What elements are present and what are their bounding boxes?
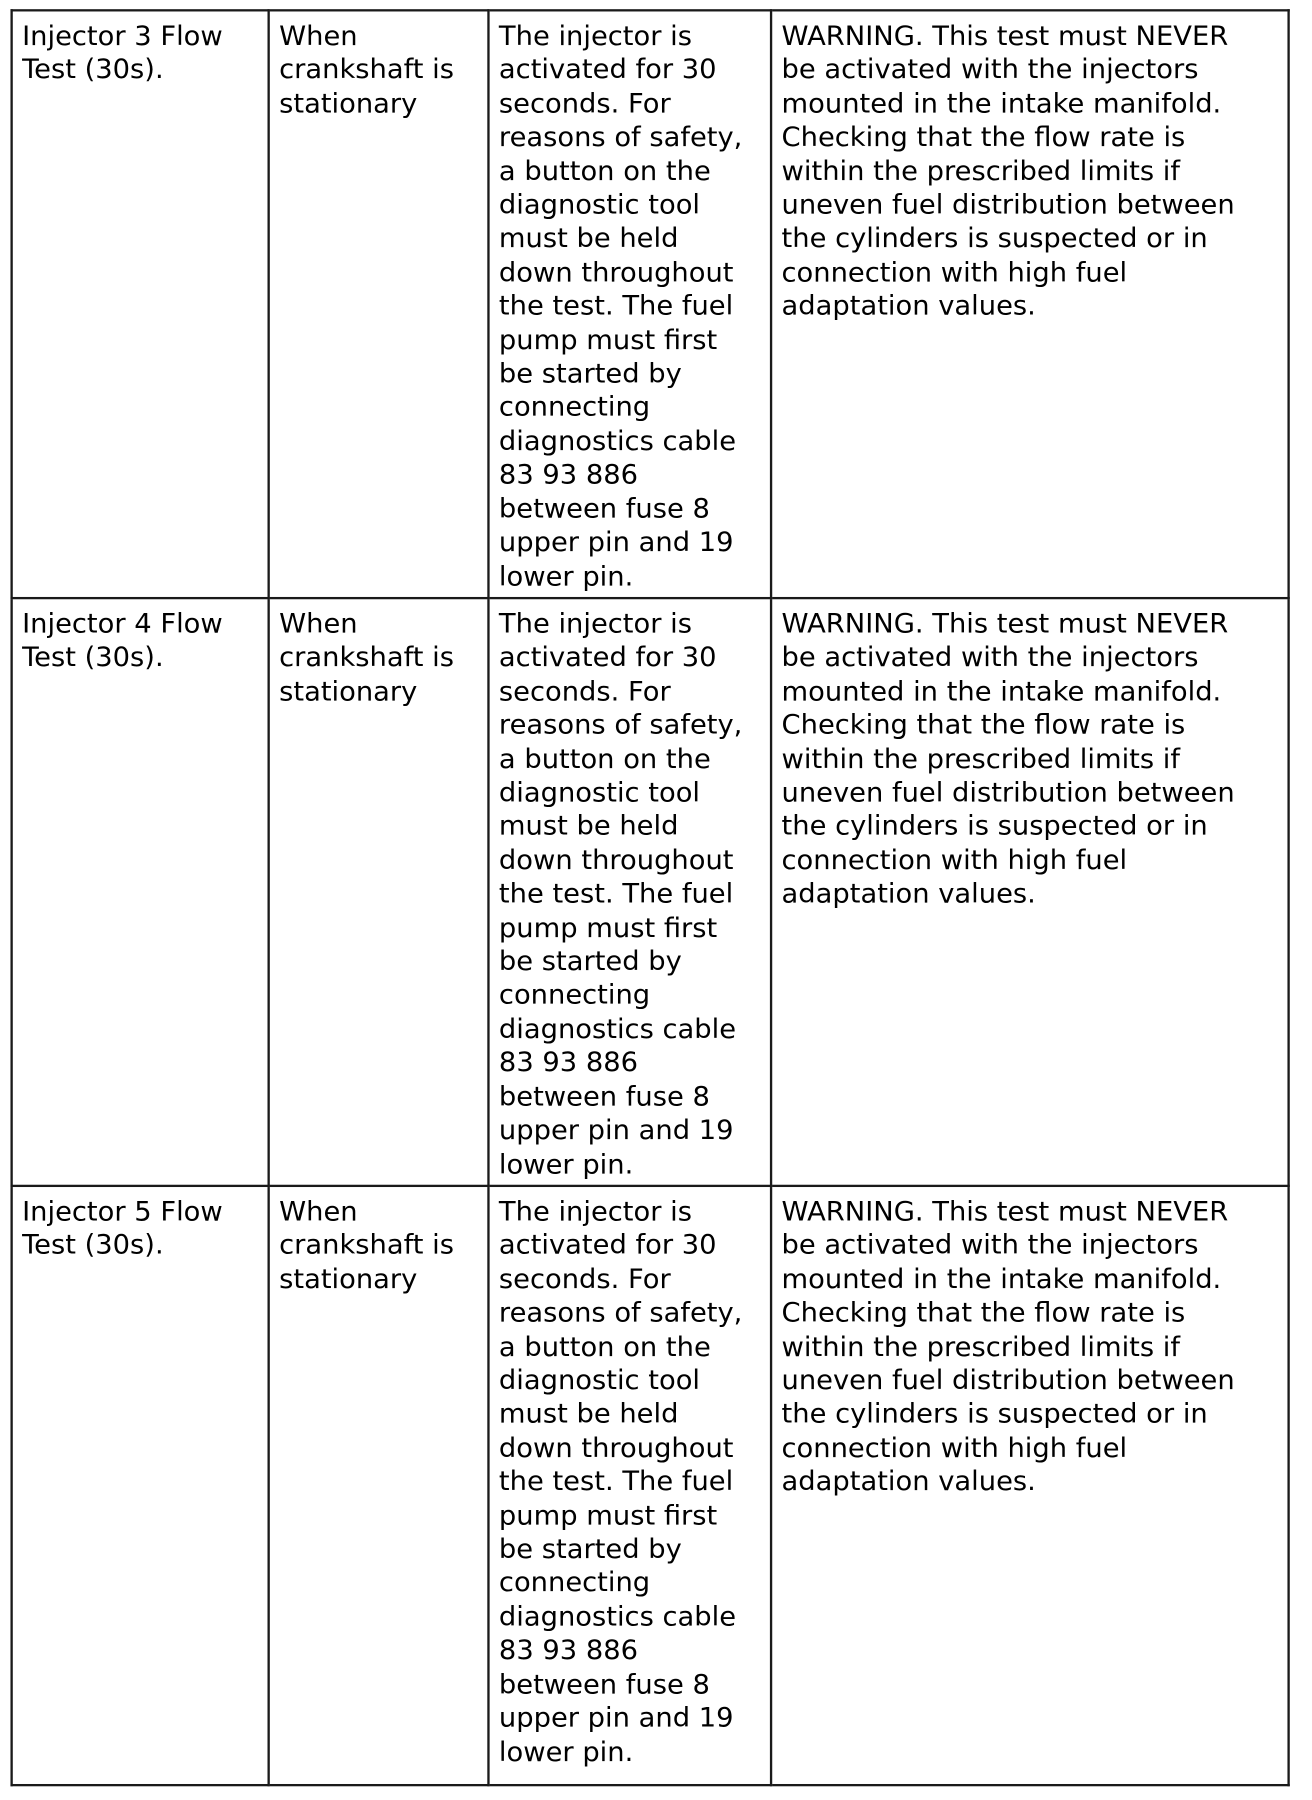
notes-cell: WARNING. This test must NEVER be activated with the injectors mounted in the intake manifold. Checking that the flow rate is within the prescribed limits if uneven fuel distribution between the cylinders is suspected or in connection with high fuel adaptation values. xyxy=(771,1186,1289,1785)
condition-cell: When crankshaft is stationary xyxy=(269,1186,489,1785)
condition-cell: When crankshaft is stationary xyxy=(269,10,489,598)
test-name-cell: Injector 4 Flow Test (30s). xyxy=(12,598,269,1186)
description-cell: The injector is activated for 30 seconds. For reasons of safety, a button on the diagnostic tool must be held down throughout the test. The fuel pump must first be started by connecting diagnostics cable 83 93 886 between fuse 8 upper pin and 19 lower pin. xyxy=(488,10,771,598)
injector-tests-table xyxy=(10,9,1289,1786)
notes-cell: WARNING. This test must NEVER be activated with the injectors mounted in the intake manifold. Checking that the flow rate is within the prescribed limits if uneven fuel distribution between the cylinders is suspected or in connection with high fuel adaptation values. xyxy=(771,10,1289,598)
table-row xyxy=(12,598,1289,1186)
table-row xyxy=(12,1186,1289,1785)
table-row xyxy=(12,10,1289,598)
description-cell: The injector is activated for 30 seconds. For reasons of safety, a button on the diagnostic tool must be held down throughout the test. The fuel pump must first be started by connecting diagnostics cable 83 93 886 between fuse 8 upper pin and 19 lower pin. xyxy=(488,1186,771,1785)
description-cell: The injector is activated for 30 seconds. For reasons of safety, a button on the diagnostic tool must be held down throughout the test. The fuel pump must first be started by connecting diagnostics cable 83 93 886 between fuse 8 upper pin and 19 lower pin. xyxy=(488,598,771,1186)
condition-cell: When crankshaft is stationary xyxy=(269,598,489,1186)
test-name-cell: Injector 3 Flow Test (30s). xyxy=(12,10,269,598)
test-name-cell: Injector 5 Flow Test (30s). xyxy=(12,1186,269,1785)
notes-cell: WARNING. This test must NEVER be activated with the injectors mounted in the intake manifold. Checking that the flow rate is within the prescribed limits if uneven fuel distribution between the cylinders is suspected or in connection with high fuel adaptation values. xyxy=(771,598,1289,1186)
